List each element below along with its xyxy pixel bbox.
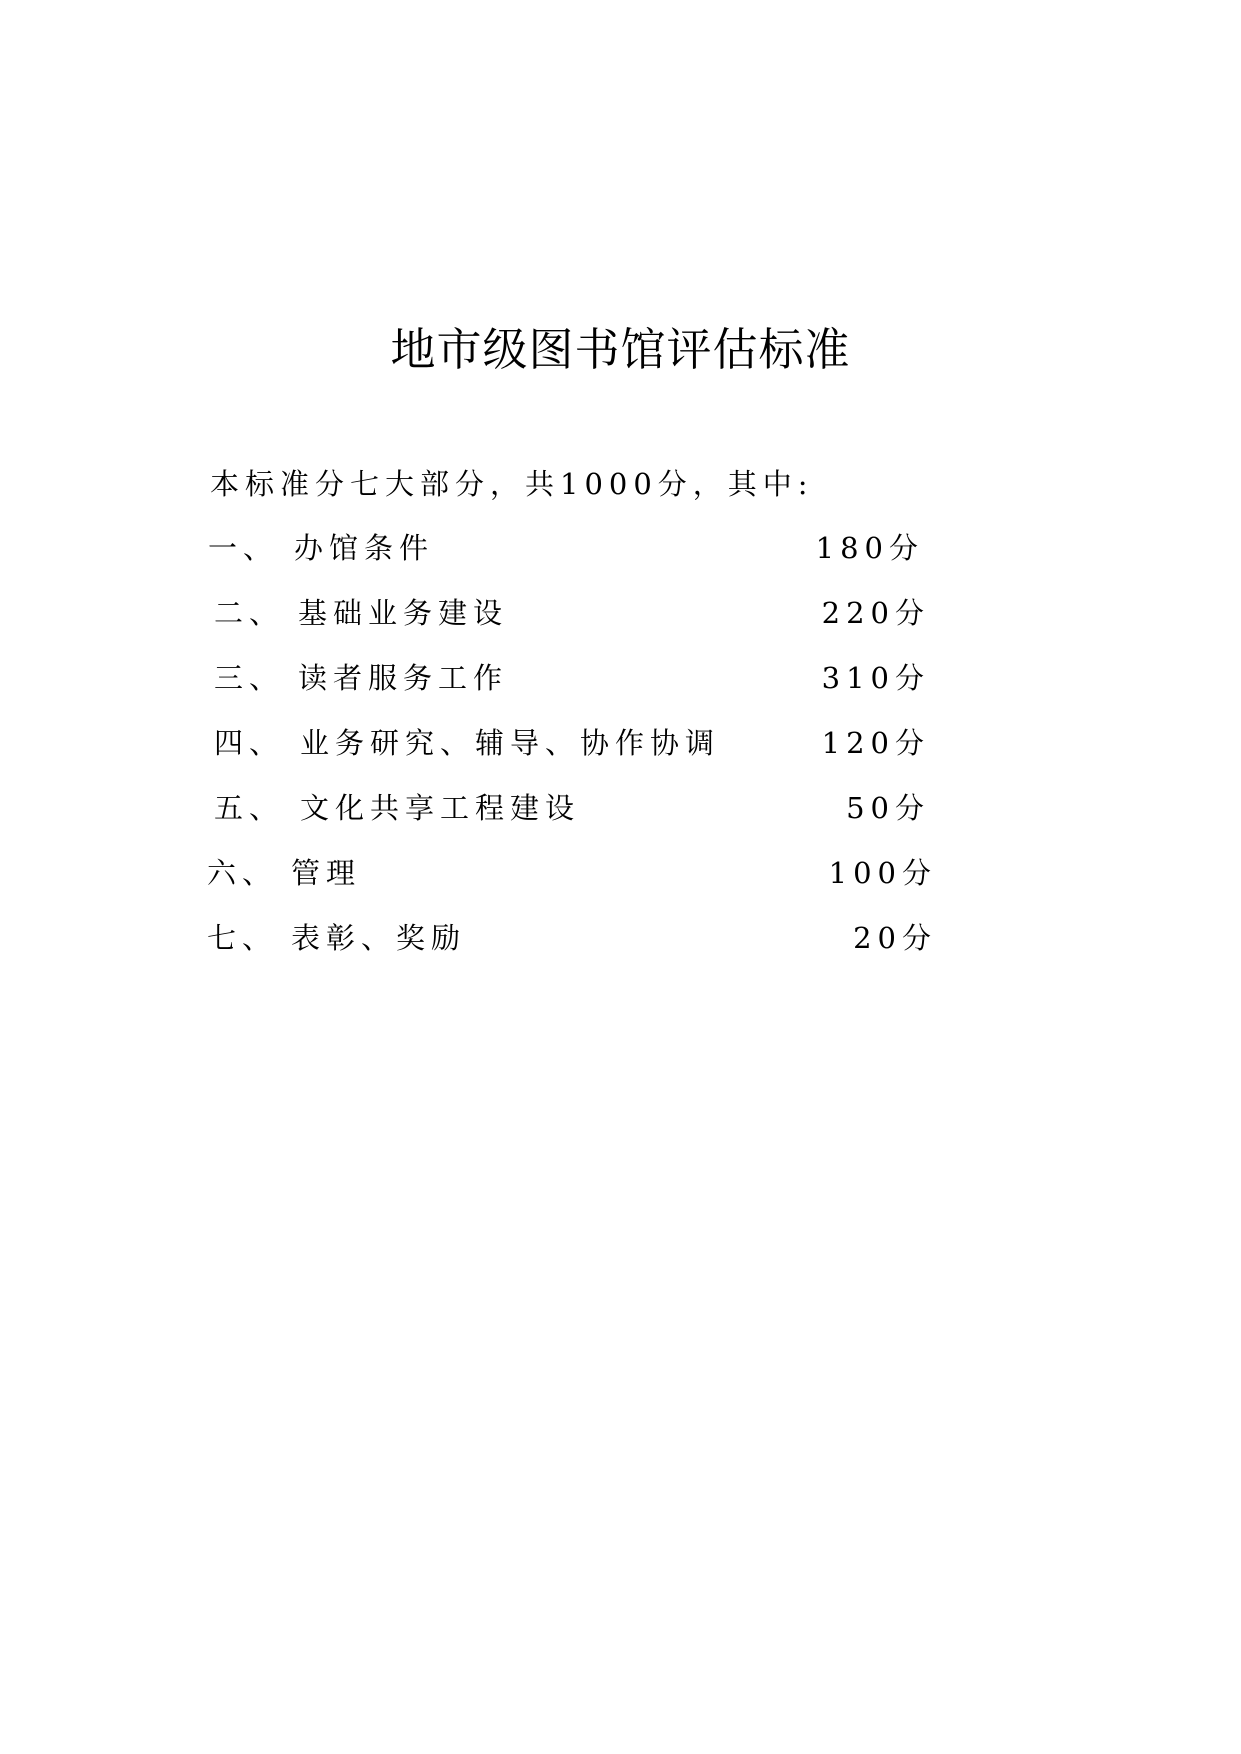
list-item [208,528,928,568]
item-label: 办馆条件 [294,531,435,565]
item-number: 七、 [207,921,278,955]
item-score: 20分 [853,921,937,955]
item-score: 310分 [821,661,930,695]
item-number: 四、 [214,726,285,760]
list-item [214,658,934,698]
item-label: 表彰、奖励 [291,921,467,955]
document-title: 地市级图书馆评估标准 [390,323,851,376]
list-item [214,723,934,763]
list-item [214,788,934,828]
list-item [207,918,937,958]
item-number: 五、 [214,791,285,825]
item-label: 业务研究、辅导、协作协调 [300,726,721,760]
intro-text: 本标准分七大部分，共1000分，其中: [210,467,814,501]
item-score: 220分 [821,596,930,630]
item-score: 100分 [828,856,937,890]
item-score: 180分 [815,531,924,565]
item-number: 六、 [207,856,278,890]
item-label: 读者服务工作 [298,661,509,695]
item-number: 三、 [214,661,285,695]
item-number: 二、 [214,596,285,630]
item-number: 一、 [208,531,279,565]
item-label: 管理 [291,856,362,890]
list-item [207,853,937,893]
item-label: 基础业务建设 [298,596,509,630]
item-label: 文化共享工程建设 [300,791,581,825]
list-item [214,593,934,633]
item-score: 50分 [846,791,930,825]
item-score: 120分 [821,726,930,760]
